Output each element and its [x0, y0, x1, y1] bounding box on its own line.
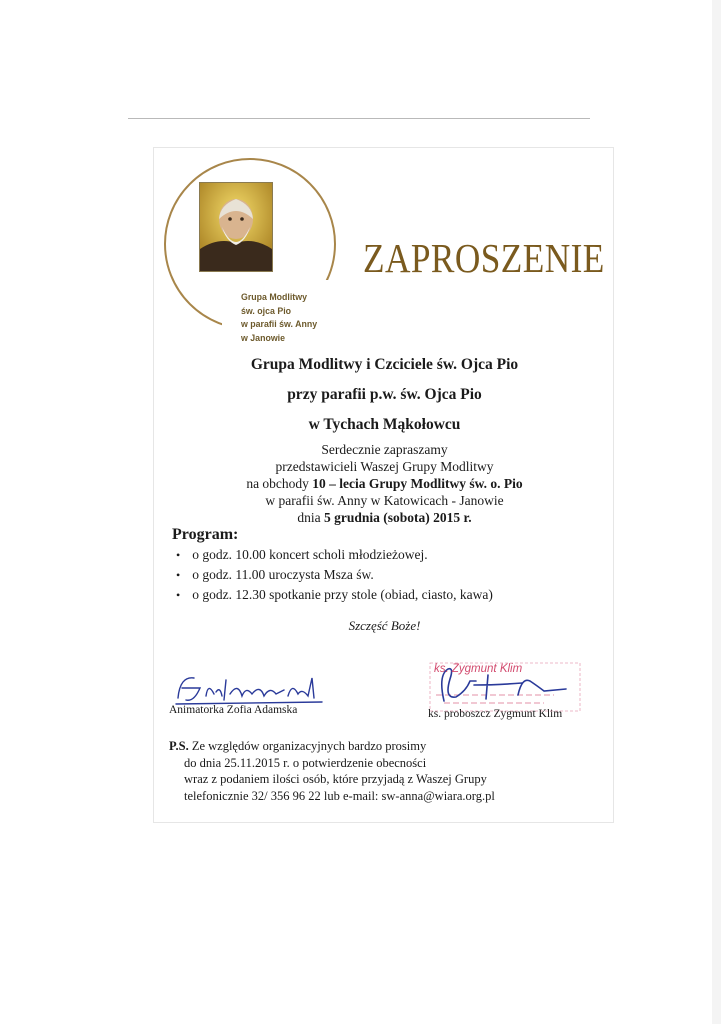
postscript-line: telefonicznie 32/ 356 96 22 lub e-mail: sw-anna@wiara.org.pl: [184, 788, 495, 803]
date-prefix: dnia: [297, 510, 324, 525]
program-list: [176, 547, 493, 607]
right-signature-caption: ks. proboszcz Zygmunt Klim: [428, 708, 563, 720]
signature-zofia-adamska: [172, 668, 332, 708]
postscript-text: Ze względów organizacyjnych bardzo prosimy: [188, 739, 427, 753]
postscript-line: wraz z podaniem ilości osób, które przyjadą z Waszej Grupy: [184, 772, 487, 786]
anniversary-text: 10 – lecia Grupy Modlitwy św. o. Pio: [312, 476, 523, 491]
program-item: • o godz. 10.00 koncert scholi młodzieżowej.: [176, 547, 493, 567]
blessing-text: Szczęść Boże!: [348, 618, 421, 633]
postscript-line: [169, 738, 495, 755]
invitation-line: [154, 475, 615, 492]
heading-group: Grupa Modlitwy i Czciciele św. Ojca Pio: [250, 356, 519, 373]
scan-right-edge: [712, 0, 721, 1024]
invitation-text: [154, 441, 615, 526]
logo-line: Grupa Modlitwy: [241, 292, 307, 302]
logo-line: w parafii św. Anny: [241, 319, 318, 329]
invitation-line-prefix: na obchody: [246, 476, 313, 491]
invitation-line: Serdecznie zapraszamy: [321, 442, 448, 457]
logo-line: w Janowie: [241, 332, 285, 343]
left-signature-caption: Animatorka Zofia Adamska: [169, 704, 298, 716]
postscript-label: P.S.: [169, 739, 189, 753]
event-date: 5 grudnia (sobota) 2015 r.: [323, 510, 472, 525]
invitation-title: ZAPROSZENIE: [363, 235, 605, 281]
heading-parish: przy parafii p.w. św. Ojca Pio: [287, 386, 482, 403]
heading-location: w Tychach Mąkołowcu: [308, 416, 461, 433]
program-heading: Program:: [172, 526, 239, 543]
invitation-card: [153, 147, 614, 823]
invitation-line: przedstawicieli Waszej Grupy Modlitwy: [275, 459, 494, 474]
saint-portrait-image: [199, 182, 273, 272]
program-item: • o godz. 11.00 uroczysta Msza św.: [176, 567, 493, 587]
logo-caption: [241, 291, 351, 345]
logo-line: św. ojca Pio: [241, 305, 292, 316]
stamp-priest-name: ks. Zygmunt Klim: [434, 663, 523, 675]
program-item: • o godz. 12.30 spotkanie przy stole (obiad, ciasto, kawa): [176, 587, 493, 607]
postscript-line: do dnia 25.11.2015 r. o potwierdzenie obecności: [184, 755, 427, 770]
postscript: [169, 738, 495, 804]
scan-top-line: [128, 118, 590, 119]
invitation-line: [154, 509, 615, 526]
invitation-line: w parafii św. Anny w Katowicach - Janowie: [265, 493, 504, 508]
